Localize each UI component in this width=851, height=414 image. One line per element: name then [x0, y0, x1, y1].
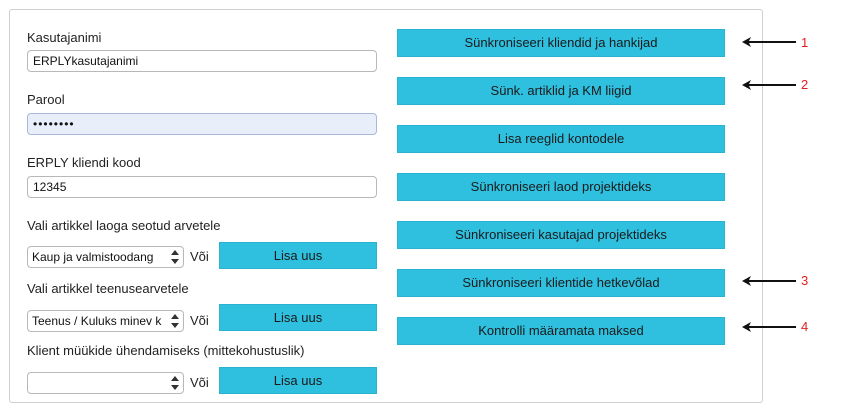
marker-number: 4 — [801, 319, 809, 334]
service-item-label: Vali artikkel teenusearvetele — [27, 281, 189, 296]
select-arrows-icon — [170, 375, 180, 391]
check-unassigned-payments-button[interactable]: Kontrolli määramata maksed — [397, 317, 725, 345]
service-item-value: Teenus / Kuluks minev k — [32, 314, 162, 328]
sync-clients-suppliers-button[interactable]: Sünkroniseeri kliendid ja hankijad — [397, 29, 725, 57]
arrow-left-icon — [741, 321, 797, 333]
add-account-rules-button[interactable]: Lisa reeglid kontodele — [397, 125, 725, 153]
marker-number: 3 — [801, 273, 809, 288]
password-label: Parool — [27, 92, 65, 107]
password-input[interactable]: •••••••• — [27, 113, 377, 135]
sync-client-debts-button[interactable]: Sünkroniseeri klientide hetkevõlad — [397, 269, 725, 297]
username-label: Kasutajanimi — [27, 30, 102, 45]
or-text: Või — [190, 249, 209, 264]
client-code-input[interactable] — [27, 176, 377, 198]
sync-users-projects-button[interactable]: Sünkroniseeri kasutajad projektideks — [397, 221, 725, 249]
username-input[interactable] — [27, 50, 377, 72]
add-warehouse-item-button[interactable]: Lisa uus — [219, 242, 377, 269]
service-item-select[interactable] — [27, 310, 184, 332]
arrow-left-icon — [741, 275, 797, 287]
client-merge-select[interactable] — [27, 372, 184, 394]
sync-items-vat-button[interactable]: Sünk. artiklid ja KM liigid — [397, 77, 725, 105]
client-merge-label: Klient müükide ühendamiseks (mittekohustuslik) — [27, 343, 305, 358]
client-code-label: ERPLY kliendi kood — [27, 155, 141, 170]
add-service-item-button[interactable]: Lisa uus — [219, 304, 377, 331]
select-arrows-icon — [170, 313, 180, 329]
or-text: Või — [190, 313, 209, 328]
marker-number: 2 — [801, 77, 809, 92]
select-arrows-icon — [170, 249, 180, 265]
arrow-left-icon — [741, 36, 797, 48]
warehouse-item-value: Kaup ja valmistoodang — [32, 250, 154, 264]
or-text: Või — [190, 375, 209, 390]
arrow-left-icon — [741, 79, 797, 91]
warehouse-item-select[interactable] — [27, 246, 184, 268]
sync-warehouses-projects-button[interactable]: Sünkroniseeri laod projektideks — [397, 173, 725, 201]
add-client-button[interactable]: Lisa uus — [219, 367, 377, 394]
marker-number: 1 — [801, 35, 809, 50]
warehouse-item-label: Vali artikkel laoga seotud arvetele — [27, 218, 221, 233]
